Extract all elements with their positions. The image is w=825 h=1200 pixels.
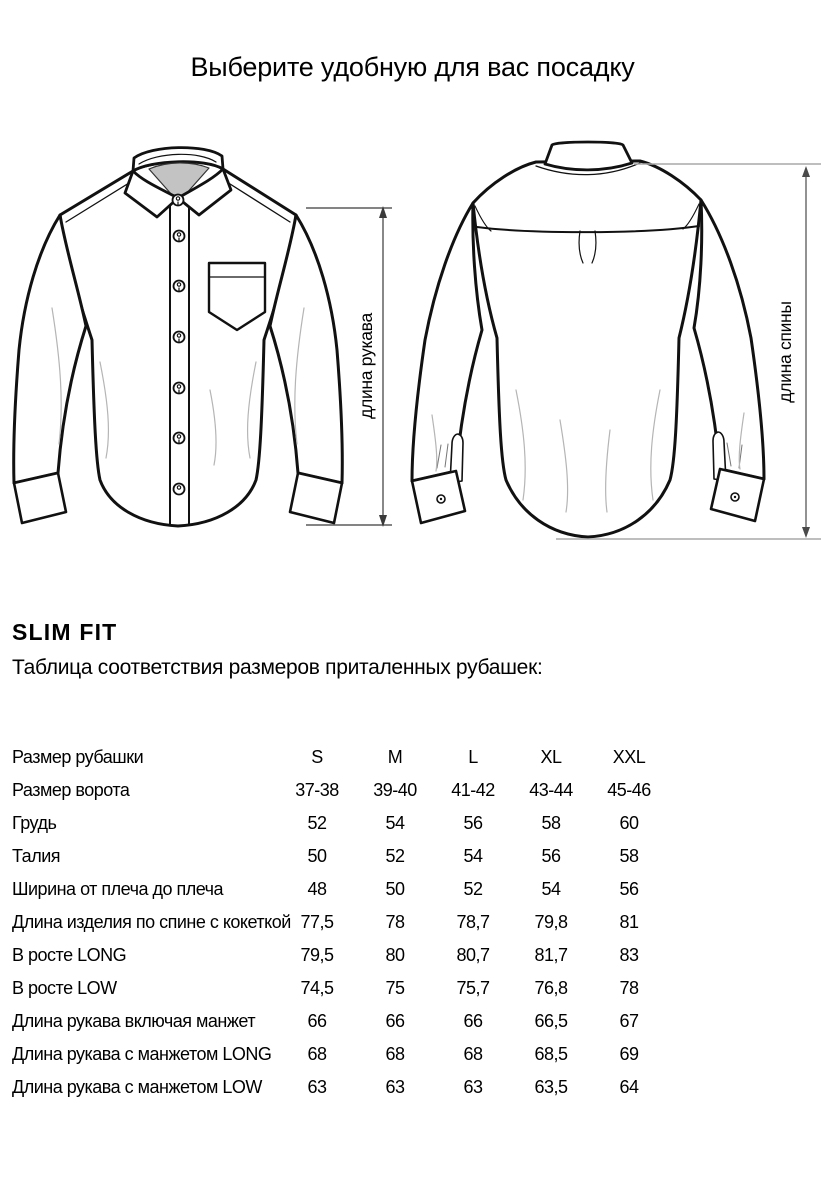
size-value-xl: 56 (541, 846, 561, 866)
size-table-row (12, 774, 812, 807)
size-value-s: 74,5 (300, 978, 334, 998)
size-value-l: 52 (463, 879, 483, 899)
cuff-buttons (437, 493, 739, 503)
fit-heading: SLIM FIT (12, 619, 118, 645)
page-title: Выберите удобную для вас посадку (190, 52, 635, 82)
size-value-m: 39-40 (373, 780, 417, 800)
size-table-row (12, 873, 812, 906)
size-value-m: 50 (385, 879, 405, 899)
size-value-l: L (468, 747, 478, 767)
size-row-label: Грудь (12, 813, 57, 833)
size-row-label: Талия (12, 846, 61, 866)
size-value-s: S (311, 747, 323, 767)
size-value-xl: 81,7 (534, 945, 568, 965)
size-value-xl: 79,8 (534, 912, 568, 932)
size-value-l: 41-42 (451, 780, 495, 800)
size-value-xl: XL (540, 747, 562, 767)
size-row-label: Размер ворота (12, 780, 130, 800)
size-table-row (12, 840, 812, 873)
size-value-m: 75 (385, 978, 405, 998)
size-value-l: 78,7 (456, 912, 490, 932)
size-value-m: 80 (385, 945, 405, 965)
size-row-label: В росте LOW (12, 978, 117, 998)
shirt-front-illustration (14, 148, 343, 526)
size-value-s: 77,5 (300, 912, 334, 932)
size-value-s: 66 (307, 1011, 327, 1031)
size-value-m: 66 (385, 1011, 405, 1031)
size-value-s: 79,5 (300, 945, 334, 965)
size-value-m: 63 (385, 1077, 405, 1097)
size-value-m: 78 (385, 912, 405, 932)
size-value-xxl: 64 (619, 1077, 639, 1097)
size-row-label: Длина рукава с манжетом LOW (12, 1077, 262, 1097)
size-value-l: 63 (463, 1077, 483, 1097)
size-value-s: 48 (307, 879, 327, 899)
sleeve-length-dimension (306, 206, 392, 527)
size-value-xxl: 58 (619, 846, 639, 866)
size-value-xxl: XXL (612, 747, 646, 767)
size-value-xl: 76,8 (534, 978, 568, 998)
size-value-xxl: 81 (619, 912, 639, 932)
size-value-xxl: 56 (619, 879, 639, 899)
size-value-m: 68 (385, 1044, 405, 1064)
size-value-m: M (387, 747, 403, 767)
back-length-label: длина спины (775, 301, 795, 403)
size-value-m: 54 (385, 813, 405, 833)
size-value-xl: 66,5 (534, 1011, 568, 1031)
size-value-xl: 68,5 (534, 1044, 568, 1064)
size-value-xl: 63,5 (534, 1077, 568, 1097)
size-value-m: 52 (385, 846, 405, 866)
size-value-l: 68 (463, 1044, 483, 1064)
size-table-row (12, 1005, 812, 1038)
size-value-l: 56 (463, 813, 483, 833)
back-length-dimension (556, 164, 821, 539)
sleeve-length-label: длина рукава (356, 313, 376, 419)
size-value-s: 52 (307, 813, 327, 833)
size-table-row (12, 1071, 812, 1104)
size-value-s: 68 (307, 1044, 327, 1064)
table-caption: Таблица соответствия размеров приталенных рубашек: (12, 656, 543, 679)
size-value-xxl: 45-46 (607, 780, 651, 800)
size-value-s: 37-38 (295, 780, 339, 800)
size-table-row (12, 939, 812, 972)
size-value-s: 50 (307, 846, 327, 866)
size-value-xxl: 78 (619, 978, 639, 998)
size-value-l: 54 (463, 846, 483, 866)
size-row-label: В росте LONG (12, 945, 127, 965)
size-table-row (12, 807, 812, 840)
size-row-label: Длина изделия по спине с кокеткой (12, 912, 291, 932)
shirt-back-illustration (412, 142, 764, 537)
size-value-xl: 43-44 (529, 780, 573, 800)
size-value-l: 66 (463, 1011, 483, 1031)
size-value-xl: 58 (541, 813, 561, 833)
size-value-xxl: 69 (619, 1044, 639, 1064)
size-table-row (12, 906, 812, 939)
front-buttons (173, 195, 185, 495)
size-value-s: 63 (307, 1077, 327, 1097)
size-value-xxl: 83 (619, 945, 639, 965)
size-row-label: Ширина от плеча до плеча (12, 879, 224, 899)
size-row-label: Длина рукава с манжетом LONG (12, 1044, 272, 1064)
size-table (12, 741, 812, 1104)
size-value-xxl: 67 (619, 1011, 639, 1031)
size-table-row (12, 1038, 812, 1071)
size-value-l: 75,7 (456, 978, 490, 998)
size-table-row (12, 741, 812, 774)
size-row-label: Размер рубашки (12, 747, 144, 767)
size-row-label: Длина рукава включая манжет (12, 1011, 256, 1031)
size-value-xxl: 60 (619, 813, 639, 833)
size-table-row (12, 972, 812, 1005)
size-value-l: 80,7 (456, 945, 490, 965)
size-value-xl: 54 (541, 879, 561, 899)
